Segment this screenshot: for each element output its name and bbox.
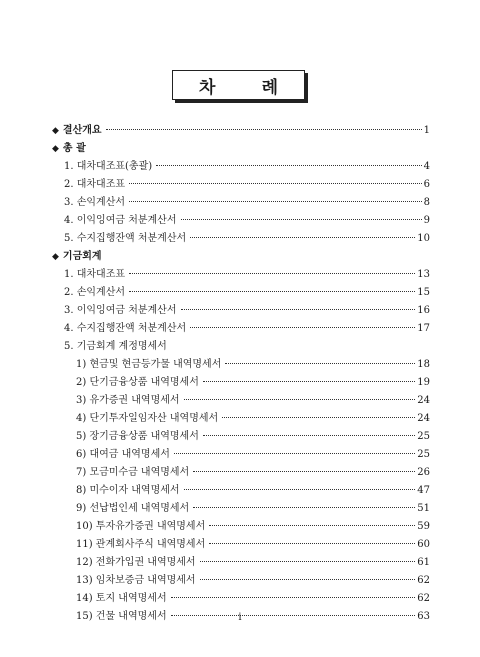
diamond-bullet-icon: ◆ [52,144,59,154]
toc-entry-label [76,538,207,552]
toc-entry[interactable] [52,214,430,228]
toc-entry-text: 5. 기금회계 계정명세서 [64,341,167,352]
toc-entry-label [76,556,198,570]
toc-entry-label [76,448,172,462]
dot-leader [156,165,421,166]
dot-leader [171,597,416,598]
toc-entry[interactable] [52,466,430,480]
toc-entry-label [76,376,201,390]
toc-entry-page: 15 [417,287,430,298]
toc-entry-page: 9 [423,215,430,226]
dot-leader [190,237,415,238]
dot-leader [129,183,422,184]
dot-leader [181,309,416,310]
toc-entry-label [76,412,220,426]
toc-entry-text: 3. 이익잉여금 처분계산서 [64,305,177,316]
toc-entry-label [64,196,127,210]
toc-entry-page: 51 [417,503,430,514]
toc-entry[interactable] [52,412,430,426]
toc-entry[interactable] [52,178,430,192]
toc-entry-page: 18 [417,359,430,370]
toc-entry-label [64,340,169,354]
toc-entry-text: 10) 투자유가증권 내역명세서 [76,521,206,532]
toc-entry-text: 1) 현금및 현금등가물 내역명세서 [76,359,222,370]
toc-entry-text: 5. 수지집행잔액 처분계산서 [64,233,187,244]
toc-entry-label [52,142,88,156]
toc-entry-label [76,466,191,480]
dot-leader [129,273,415,274]
toc-entry-page: 24 [417,413,430,424]
toc-entry-text: 3. 손익계산서 [64,197,126,208]
toc-entry[interactable] [52,484,430,498]
toc-entry-text: 결산개요 [62,125,102,136]
toc-entry-text: 2) 단기금융상품 내역명세서 [76,377,199,388]
toc-entry[interactable] [52,160,430,174]
toc-entry-text: 기금회계 [62,251,102,262]
toc-entry-text: 5) 장기금융상품 내역명세서 [76,431,199,442]
toc-entry-text: 1. 대차대조표 [64,269,126,280]
toc-entry[interactable] [52,376,430,390]
toc-entry-page: 63 [417,611,430,622]
dot-leader [209,525,415,526]
toc-entry[interactable] [52,592,430,606]
toc-entry-label [64,160,154,174]
dot-leader [106,129,422,130]
toc-entry-page: 24 [417,395,430,406]
toc-entry-label [64,268,127,282]
toc-entry-text: 4) 단기투자일임자산 내역명세서 [76,413,219,424]
toc-entry-page: 6 [423,179,430,190]
toc-entry-text: 7) 모금미수금 내역명세서 [76,467,190,478]
dot-leader [184,399,416,400]
toc-entry[interactable] [52,286,430,300]
toc-entry[interactable] [52,538,430,552]
dot-leader [203,435,415,436]
dot-leader [200,561,416,562]
toc-entry-label [76,592,169,606]
toc-entry[interactable] [52,250,430,264]
toc-entry-label [76,520,207,534]
toc-entry-text: 4. 수지집행잔액 처분계산서 [64,323,187,334]
toc-entry-text: 12) 전화가입권 내역명세서 [76,557,196,568]
toc-entry-page: 59 [417,521,430,532]
toc-entry-label [76,502,191,516]
toc-entry-page: 8 [423,197,430,208]
toc-entry-text: 총 괄 [62,143,86,154]
toc-entry-label [52,250,104,264]
toc-entry[interactable] [52,502,430,516]
toc-entry-text: 8) 미수이자 내역명세서 [76,485,180,496]
toc-entry-page: 25 [417,431,430,442]
toc-entry-text: 13) 임차보증금 내역명세서 [76,575,196,586]
toc-entry-page: 17 [417,323,430,334]
toc-entry-label [64,322,188,336]
toc-entry-label [64,214,179,228]
toc-entry-text: 4. 이익잉여금 처분계산서 [64,215,177,226]
toc-entry[interactable] [52,232,430,246]
dot-leader [222,417,415,418]
dot-leader [193,507,415,508]
toc-title-left: 차 [199,77,216,98]
toc-entry-page: 62 [417,593,430,604]
toc-entry[interactable] [52,520,430,534]
toc-entry-page: 19 [417,377,430,388]
toc-entry[interactable] [52,448,430,462]
toc-entry-label [76,394,182,408]
dot-leader [209,543,415,544]
toc-entry-text: 15) 건물 내역명세서 [76,611,167,622]
toc-entry-text: 11) 관계회사주식 내역명세서 [76,539,206,550]
dot-leader [193,471,415,472]
toc-entry[interactable] [52,268,430,282]
diamond-bullet-icon: ◆ [52,126,59,136]
dot-leader [181,219,422,220]
toc-entry-page: 4 [423,161,430,172]
page-number-footer: i [238,612,242,623]
dot-leader [200,579,416,580]
toc-entry-text: 14) 토지 내역명세서 [76,593,167,604]
toc-entry-page: 47 [417,485,430,496]
toc-entry[interactable] [52,574,430,588]
toc-entry-page: 13 [417,269,430,280]
toc-entry-label [64,232,188,246]
toc-entry-text: 2. 대차대조표 [64,179,126,190]
toc-entry[interactable] [52,196,430,210]
toc-entry-text: 6) 대여금 내역명세서 [76,449,170,460]
dot-leader [129,201,422,202]
toc-entry[interactable] [52,430,430,444]
dot-leader [129,291,415,292]
dot-leader [184,489,416,490]
toc-entry-page: 61 [417,557,430,568]
toc-entry-page: 16 [417,305,430,316]
toc-entry[interactable] [52,358,430,372]
toc-entry-label [76,358,223,372]
toc-entry-label [64,286,127,300]
toc-entry[interactable] [52,394,430,408]
toc-entry-page: 1 [423,125,430,136]
toc-entry[interactable] [52,556,430,570]
toc-title [172,70,305,100]
dot-leader [225,363,415,364]
toc-entry-label [76,430,201,444]
toc-entry-page: 26 [417,467,430,478]
toc-entry[interactable] [52,322,430,336]
dot-leader [190,327,415,328]
toc-entry[interactable] [52,124,430,138]
toc-entry-label [76,574,198,588]
toc-entry[interactable] [52,340,430,354]
toc-entry[interactable] [52,142,430,156]
toc-entry-page: 60 [417,539,430,550]
dot-leader [203,381,415,382]
dot-leader [174,453,415,454]
toc-entry-label [76,484,182,498]
toc-title-right: 례 [261,77,278,98]
toc-entry-label [64,304,179,318]
toc-entry-label [64,178,127,192]
toc-entry-text: 2. 손익계산서 [64,287,126,298]
toc-entry-text: 3) 유가증권 내역명세서 [76,395,180,406]
diamond-bullet-icon: ◆ [52,252,59,262]
toc-entry-page: 25 [417,449,430,460]
toc-entry-label [52,124,104,138]
toc-entry-page: 62 [417,575,430,586]
toc-entry-text: 9) 선납법인세 내역명세서 [76,503,190,514]
toc-entry[interactable] [52,304,430,318]
toc-entry-text: 1. 대차대조표(총괄) [64,161,153,172]
toc-entry-page: 10 [417,233,430,244]
